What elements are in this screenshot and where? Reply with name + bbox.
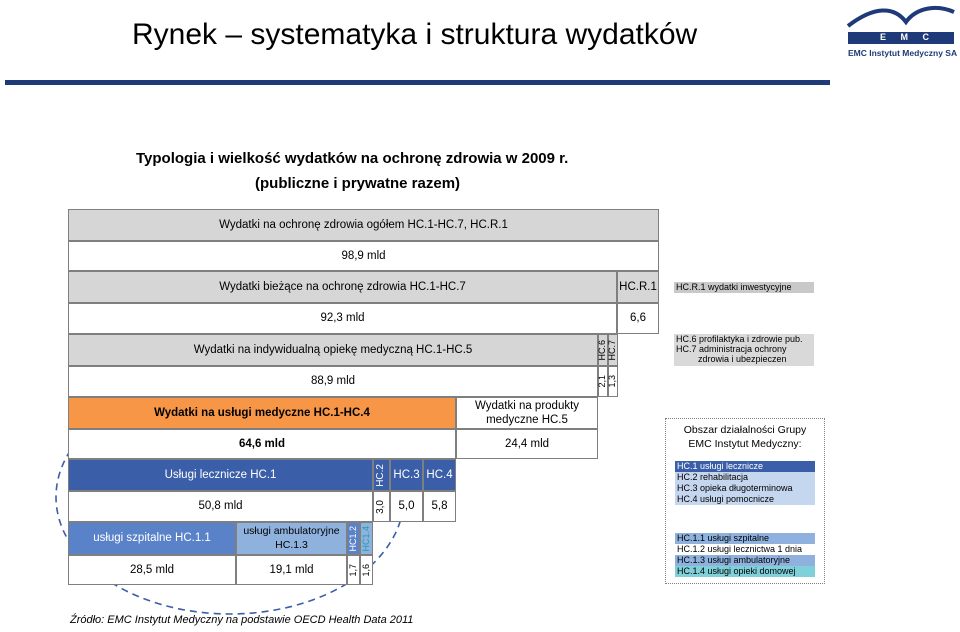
figure-subtitle: (publiczne i prywatne razem) <box>255 175 461 192</box>
hc4-label-cell <box>423 459 456 491</box>
hc7-value: 1,3 <box>607 375 618 388</box>
hc4-value-cell <box>423 491 456 522</box>
total-value: 98,9 mld <box>341 249 386 262</box>
hc4-value: 5,8 <box>431 500 448 513</box>
services-label-cell <box>68 397 456 429</box>
hc3-label: HC.3 <box>393 468 420 481</box>
total-label: Wydatki na ochronę zdrowia ogółem HC.1-HC.7, HC.R.1 <box>219 218 508 231</box>
individual-label: Wydatki na indywidualną opiekę medyczną HC.1-HC.5 <box>193 343 473 356</box>
hc7-value-cell <box>608 366 618 397</box>
figure-title: Typologia i wielkość wydatków na ochronę zdrowia w 2009 r. <box>136 150 569 167</box>
emc-logo <box>844 4 956 58</box>
legend-hcr1: HC.R.1 wydatki inwestycyjne <box>674 282 814 293</box>
hc12-value: 1,7 <box>347 563 358 577</box>
legend-hc67-line3: zdrowia i ubezpieczen <box>698 354 787 364</box>
hc2-value-cell <box>373 491 390 522</box>
current-label: Wydatki bieżące na ochronę zdrowia HC.1-HC.7 <box>219 280 466 293</box>
hc6-label: HC.6 <box>597 339 608 361</box>
legend-hc3: HC.3 opieka długoterminowa <box>675 483 815 494</box>
legend-hc1: HC.1 usługi lecznicze <box>675 461 815 472</box>
logo-letters: E M C <box>880 32 936 42</box>
hc2-label: HC.2 <box>375 463 387 487</box>
curative-label-cell <box>68 459 373 491</box>
hc3-value: 5,0 <box>398 500 415 513</box>
hc14-label-cell <box>360 522 373 555</box>
hospital-value-cell <box>68 555 236 585</box>
hcr1-label-cell <box>617 271 659 303</box>
logo-name: EMC Instytut Medyczny SA <box>848 48 958 58</box>
hc4-label: HC.4 <box>426 468 453 481</box>
emc-area-title-line2: EMC Instytut Medyczny: <box>688 438 802 450</box>
total-value-cell <box>68 241 659 271</box>
hc14-label: HC1.4 <box>360 525 371 552</box>
hc12-value-cell <box>347 555 360 585</box>
curative-label: Usługi lecznicze HC.1 <box>164 468 277 481</box>
emc-area-box <box>665 418 825 584</box>
individual-value-cell <box>68 366 598 397</box>
hospital-label: usługi szpitalne HC.1.1 <box>93 532 211 545</box>
hospital-value: 28,5 mld <box>129 563 175 576</box>
products-label: Wydatki na produkty medyczne HC.5 <box>474 399 580 426</box>
hc3-label-cell <box>390 459 423 491</box>
slide-title: Rynek – systematyka i struktura wydatków <box>132 18 698 51</box>
hc7-label: HC.7 <box>607 339 618 361</box>
ambulatory-label: usługi ambulatoryjne HC.1.3 <box>243 525 340 551</box>
ambulatory-value-cell <box>236 555 347 585</box>
current-value-cell <box>68 303 617 334</box>
hc14-value-cell <box>360 555 373 585</box>
current-value: 92,3 mld <box>320 312 365 325</box>
hc2-value: 3,0 <box>375 499 387 514</box>
legend-hc2: HC.2 rehabilitacja <box>675 472 815 483</box>
ambulatory-label-cell <box>236 522 347 555</box>
legend-hc13: HC.1.3 usługi ambulatoryjne <box>675 555 815 566</box>
hc12-label-cell <box>347 522 360 555</box>
products-value-cell <box>456 429 598 459</box>
legend-hc11: HC.1.1 usługi szpitalne <box>675 533 815 544</box>
hc3-value-cell <box>390 491 423 522</box>
total-label-cell <box>68 209 659 241</box>
source-note: Źródło: EMC Instytut Medyczny na podstawie OECD Health Data 2011 <box>70 614 414 626</box>
legend-hc14: HC.1.4 usługi opieki domowej <box>675 566 815 577</box>
title-divider <box>5 80 830 85</box>
curative-value-cell <box>68 491 373 522</box>
ambulatory-value: 19,1 mld <box>269 563 314 576</box>
services-value-cell <box>68 429 456 459</box>
legend-hc12: HC.1.2 usługi lecznictwa 1 dnia <box>675 544 815 555</box>
hc6-value: 2,1 <box>597 375 608 388</box>
legend-hc67-line1: HC.6 profilaktyka i zdrowie pub. <box>676 334 803 344</box>
services-label: Wydatki na usługi medyczne HC.1-HC.4 <box>154 406 370 419</box>
hc2-label-cell <box>373 459 390 491</box>
legend-hc67 <box>674 334 814 366</box>
hcr1-label: HC.R.1 <box>619 280 657 293</box>
hc14-value: 1,6 <box>360 563 371 577</box>
curative-value: 50,8 mld <box>198 500 243 513</box>
services-value: 64,6 mld <box>238 437 286 450</box>
hospital-label-cell <box>68 522 236 555</box>
current-label-cell <box>68 271 617 303</box>
hcr1-value-cell <box>617 303 659 334</box>
legend-hc4: HC.4 usługi pomocnicze <box>675 494 815 505</box>
individual-label-cell <box>68 334 598 366</box>
products-value: 24,4 mld <box>504 437 550 450</box>
hc7-label-cell <box>608 334 618 366</box>
individual-value: 88,9 mld <box>310 375 356 388</box>
hc12-label: HC1.2 <box>347 525 358 552</box>
hcr1-value: 6,6 <box>630 312 646 325</box>
legend-hc67-line2: HC.7 administracja ochrony <box>676 344 787 354</box>
products-label-cell <box>456 397 598 429</box>
emc-area-title-line1: Obszar działalności Grupy <box>683 424 807 436</box>
